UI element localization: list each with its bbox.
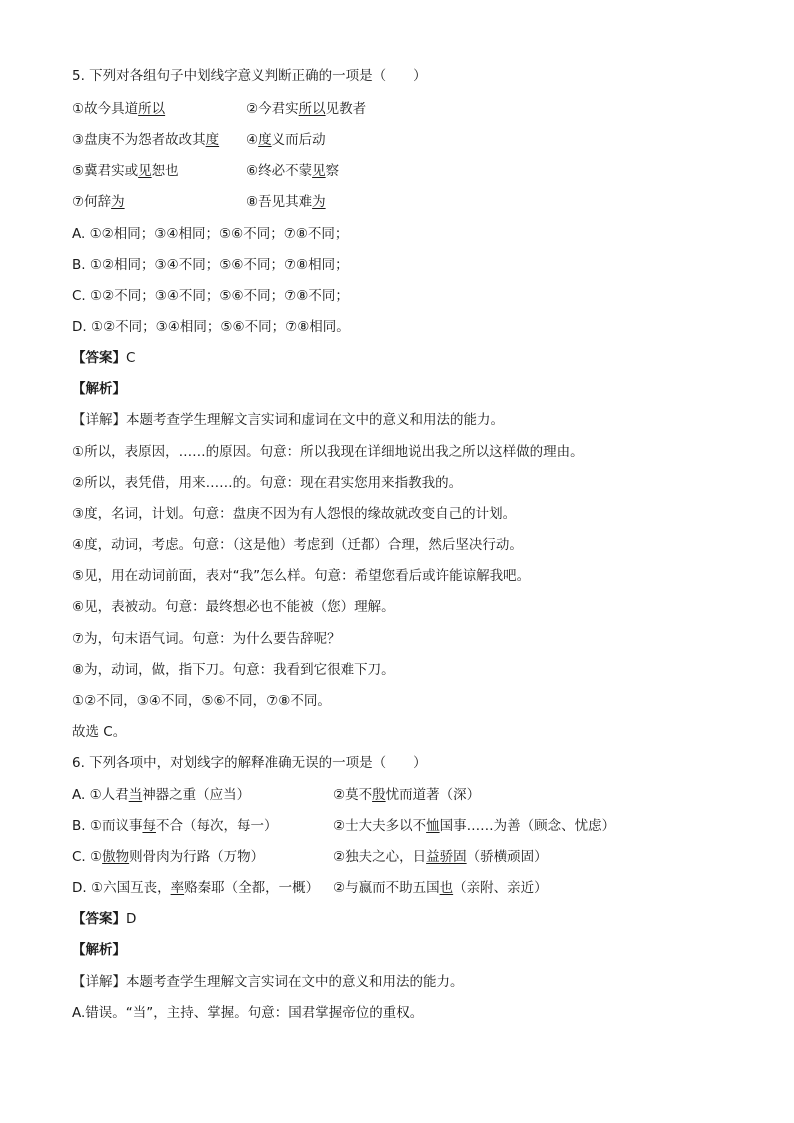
- q6-detail: [72, 973, 464, 991]
- q5-answer: [72, 349, 135, 367]
- q5-explain-4: ④度，动词，考虑。句意：（这是他）考虑到（迁都）合理，然后坚决行动。: [72, 537, 523, 553]
- q5-pair-2-left: ③盘庚不为怨者故改其度: [72, 132, 220, 148]
- q6-option-d-2: ②与嬴而不助五国也（亲附、亲近）: [333, 880, 548, 896]
- q6-option-c-1: C. ①傲物则骨肉为行路（万物）: [72, 849, 265, 865]
- q5-pair-4-left: ⑦何辞为: [72, 194, 125, 210]
- q6-option-a-2: ②莫不殷忧而道著（深）: [333, 787, 481, 803]
- q5-pair-1-right: ②今君实所以见教者: [246, 101, 367, 117]
- q5-explain-2: ②所以，表凭借，用来……的。句意：现在君实您用来指教我的。: [72, 475, 463, 491]
- q5-detail: [72, 411, 504, 429]
- q5-conclusion: 故选 C。: [72, 724, 127, 740]
- detail-text: 本题考查学生理解文言实词和虚词在文中的意义和用法的能力。: [126, 412, 504, 428]
- q6-explain-a: A.错误。“当”，主持、掌握。句意：国君掌握帝位的重权。: [72, 1005, 424, 1021]
- q5-explain-5: ⑤见，用在动词前面，表对“我”怎么样。句意：希望您看后或许能谅解我吧。: [72, 568, 531, 584]
- q6-stem: 6. 下列各项中，对划线字的解释准确无误的一项是（ ）: [72, 755, 427, 771]
- answer-value: D: [126, 911, 137, 927]
- answer-value: C: [126, 350, 136, 366]
- q6-option-a-1: A. ①人君当神器之重（应当）: [72, 787, 251, 803]
- q5-explain-summary: ①②不同，③④不同，⑤⑥不同，⑦⑧不同。: [72, 693, 331, 709]
- q5-explain-8: ⑧为，动词，做，指下刀。句意：我看到它很难下刀。: [72, 662, 395, 678]
- q6-option-d-1: D. ①六国互丧，率赂秦耶（全都，一概）: [72, 880, 320, 896]
- q6-option-b-1: B. ①而议事每不合（每次，每一）: [72, 818, 278, 834]
- q5-option-b: B. ①②相同；③④不同；⑤⑥不同；⑦⑧相同；: [72, 257, 349, 273]
- q5-pair-3-right: ⑥终必不蒙见察: [246, 163, 340, 179]
- q6-option-c-2: ②独夫之心，日益骄固（骄横顽固）: [333, 849, 548, 865]
- q5-option-c: C. ①②不同；③④不同；⑤⑥不同；⑦⑧不同；: [72, 288, 349, 304]
- q5-analysis-label: 【解析】: [72, 381, 126, 397]
- q6-option-b-2: ②士大夫多以不恤国事……为善（顾念、忧虑）: [333, 818, 616, 834]
- q5-explain-1: ①所以，表原因，……的原因。句意：所以我现在详细地说出我之所以这样做的理由。: [72, 444, 584, 460]
- detail-label: 【详解】: [72, 412, 126, 428]
- answer-label: 【答案】: [72, 911, 126, 927]
- q5-pair-4-right: ⑧吾见其难为: [246, 194, 326, 210]
- q6-answer: [72, 910, 136, 928]
- q5-pair-1-left: ①故今具道所以: [72, 101, 166, 117]
- q5-explain-6: ⑥见，表被动。句意：最终想必也不能被（您）理解。: [72, 599, 395, 615]
- q6-analysis-label: 【解析】: [72, 942, 126, 958]
- detail-text: 本题考查学生理解文言实词在文中的意义和用法的能力。: [126, 974, 464, 990]
- q5-pair-2-right: ④度义而后动: [246, 132, 326, 148]
- q5-explain-7: ⑦为，句末语气词。句意：为什么要告辞呢？: [72, 631, 341, 647]
- answer-label: 【答案】: [72, 350, 126, 366]
- detail-label: 【详解】: [72, 974, 126, 990]
- q5-stem: 5. 下列对各组句子中划线字意义判断正确的一项是（ ）: [72, 68, 427, 84]
- q5-pair-3-left: ⑤冀君实或见恕也: [72, 163, 179, 179]
- q5-explain-3: ③度，名词，计划。句意：盘庚不因为有人怨恨的缘故就改变自己的计划。: [72, 506, 517, 522]
- q5-option-a: A. ①②相同；③④相同；⑤⑥不同；⑦⑧不同；: [72, 226, 349, 242]
- q5-option-d: D. ①②不同；③④相同；⑤⑥不同；⑦⑧相同。: [72, 319, 350, 335]
